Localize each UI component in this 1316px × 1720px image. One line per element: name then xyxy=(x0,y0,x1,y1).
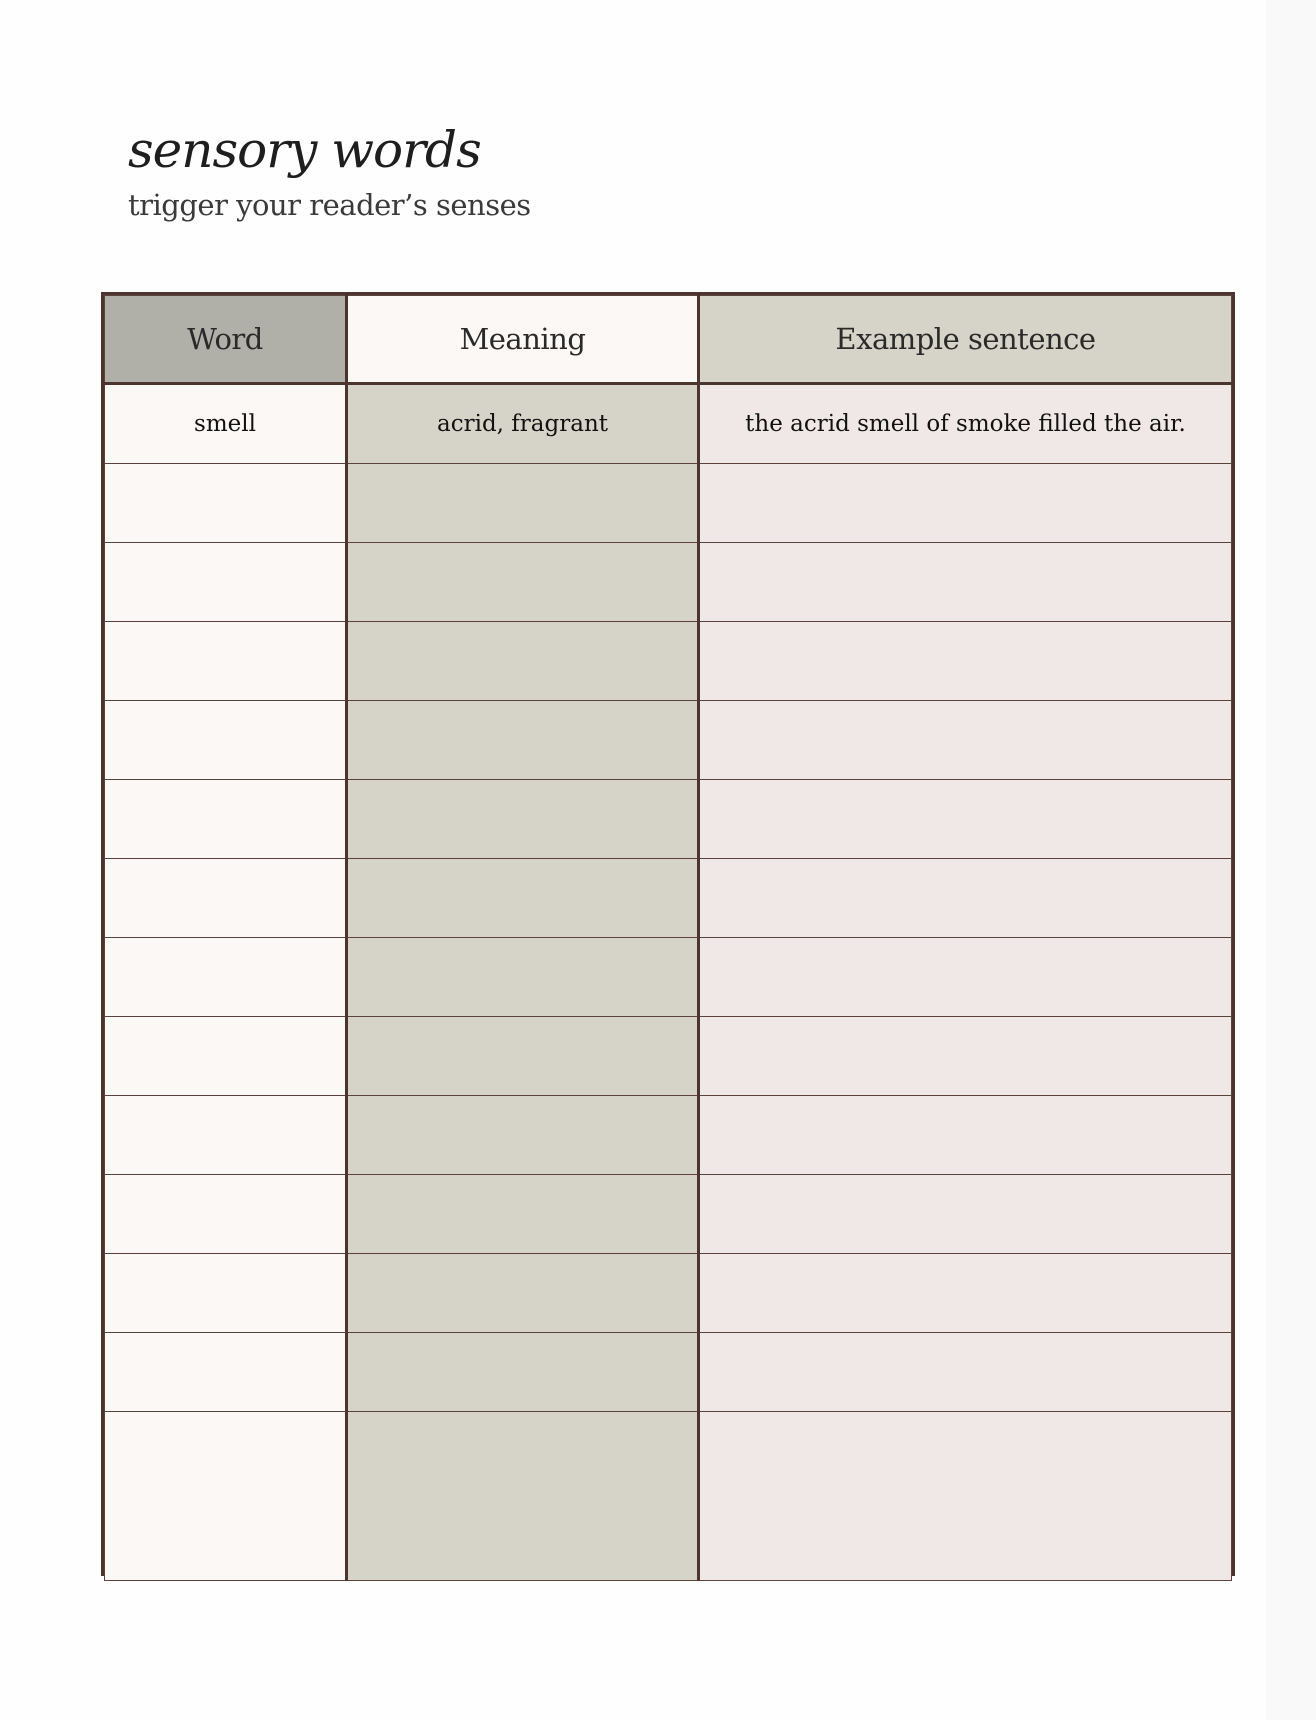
cell-word[interactable] xyxy=(105,543,347,622)
cell-meaning[interactable] xyxy=(347,701,699,780)
cell-meaning[interactable] xyxy=(347,464,699,543)
cell-example[interactable] xyxy=(699,1333,1232,1412)
cell-meaning[interactable] xyxy=(347,938,699,1017)
table-row xyxy=(105,1175,1232,1254)
table-row xyxy=(105,1254,1232,1333)
cell-meaning[interactable] xyxy=(347,1017,699,1096)
cell-word[interactable] xyxy=(105,701,347,780)
cell-word[interactable] xyxy=(105,622,347,701)
cell-example[interactable] xyxy=(699,938,1232,1017)
cell-meaning[interactable] xyxy=(347,859,699,938)
table-row xyxy=(105,1096,1232,1175)
cell-meaning[interactable] xyxy=(347,1333,699,1412)
table-row xyxy=(105,1412,1232,1581)
cell-word[interactable] xyxy=(105,1017,347,1096)
cell-word[interactable] xyxy=(105,859,347,938)
column-header-example: Example sentence xyxy=(699,296,1232,384)
column-header-meaning: Meaning xyxy=(347,296,699,384)
table-row xyxy=(105,938,1232,1017)
table-header-row xyxy=(105,296,1232,384)
cell-meaning[interactable] xyxy=(347,1254,699,1333)
table-row xyxy=(105,859,1232,938)
cell-example[interactable] xyxy=(699,464,1232,543)
column-header-word: Word xyxy=(105,296,347,384)
table-row xyxy=(105,384,1232,464)
cell-word[interactable] xyxy=(105,780,347,859)
cell-word[interactable] xyxy=(105,1175,347,1254)
cell-example[interactable] xyxy=(699,622,1232,701)
cell-word[interactable] xyxy=(105,1412,347,1581)
cell-word[interactable] xyxy=(105,1254,347,1333)
cell-word[interactable] xyxy=(105,938,347,1017)
cell-meaning[interactable]: acrid, fragrant xyxy=(347,384,699,464)
cell-example[interactable] xyxy=(699,1096,1232,1175)
cell-meaning[interactable] xyxy=(347,622,699,701)
table-row xyxy=(105,780,1232,859)
cell-word[interactable] xyxy=(105,1333,347,1412)
vocabulary-table xyxy=(101,292,1235,1576)
page-subtitle: trigger your reader’s senses xyxy=(128,188,531,222)
table-row xyxy=(105,1333,1232,1412)
table-row xyxy=(105,622,1232,701)
cell-word[interactable]: smell xyxy=(105,384,347,464)
cell-example[interactable] xyxy=(699,1254,1232,1333)
cell-word[interactable] xyxy=(105,464,347,543)
cell-example[interactable] xyxy=(699,701,1232,780)
cell-example[interactable] xyxy=(699,859,1232,938)
cell-meaning[interactable] xyxy=(347,1175,699,1254)
cell-meaning[interactable] xyxy=(347,1412,699,1581)
cell-example[interactable] xyxy=(699,780,1232,859)
table-row xyxy=(105,701,1232,780)
page-edge xyxy=(1266,0,1316,1720)
cell-example[interactable] xyxy=(699,1412,1232,1581)
page-title: sensory words xyxy=(128,121,481,179)
table-row xyxy=(105,543,1232,622)
cell-example[interactable] xyxy=(699,1017,1232,1096)
cell-meaning[interactable] xyxy=(347,780,699,859)
table-row xyxy=(105,1017,1232,1096)
table-row xyxy=(105,464,1232,543)
cell-example[interactable] xyxy=(699,1175,1232,1254)
cell-word[interactable] xyxy=(105,1096,347,1175)
cell-meaning[interactable] xyxy=(347,543,699,622)
cell-meaning[interactable] xyxy=(347,1096,699,1175)
cell-example[interactable]: the acrid smell of smoke filled the air. xyxy=(699,384,1232,464)
cell-example[interactable] xyxy=(699,543,1232,622)
